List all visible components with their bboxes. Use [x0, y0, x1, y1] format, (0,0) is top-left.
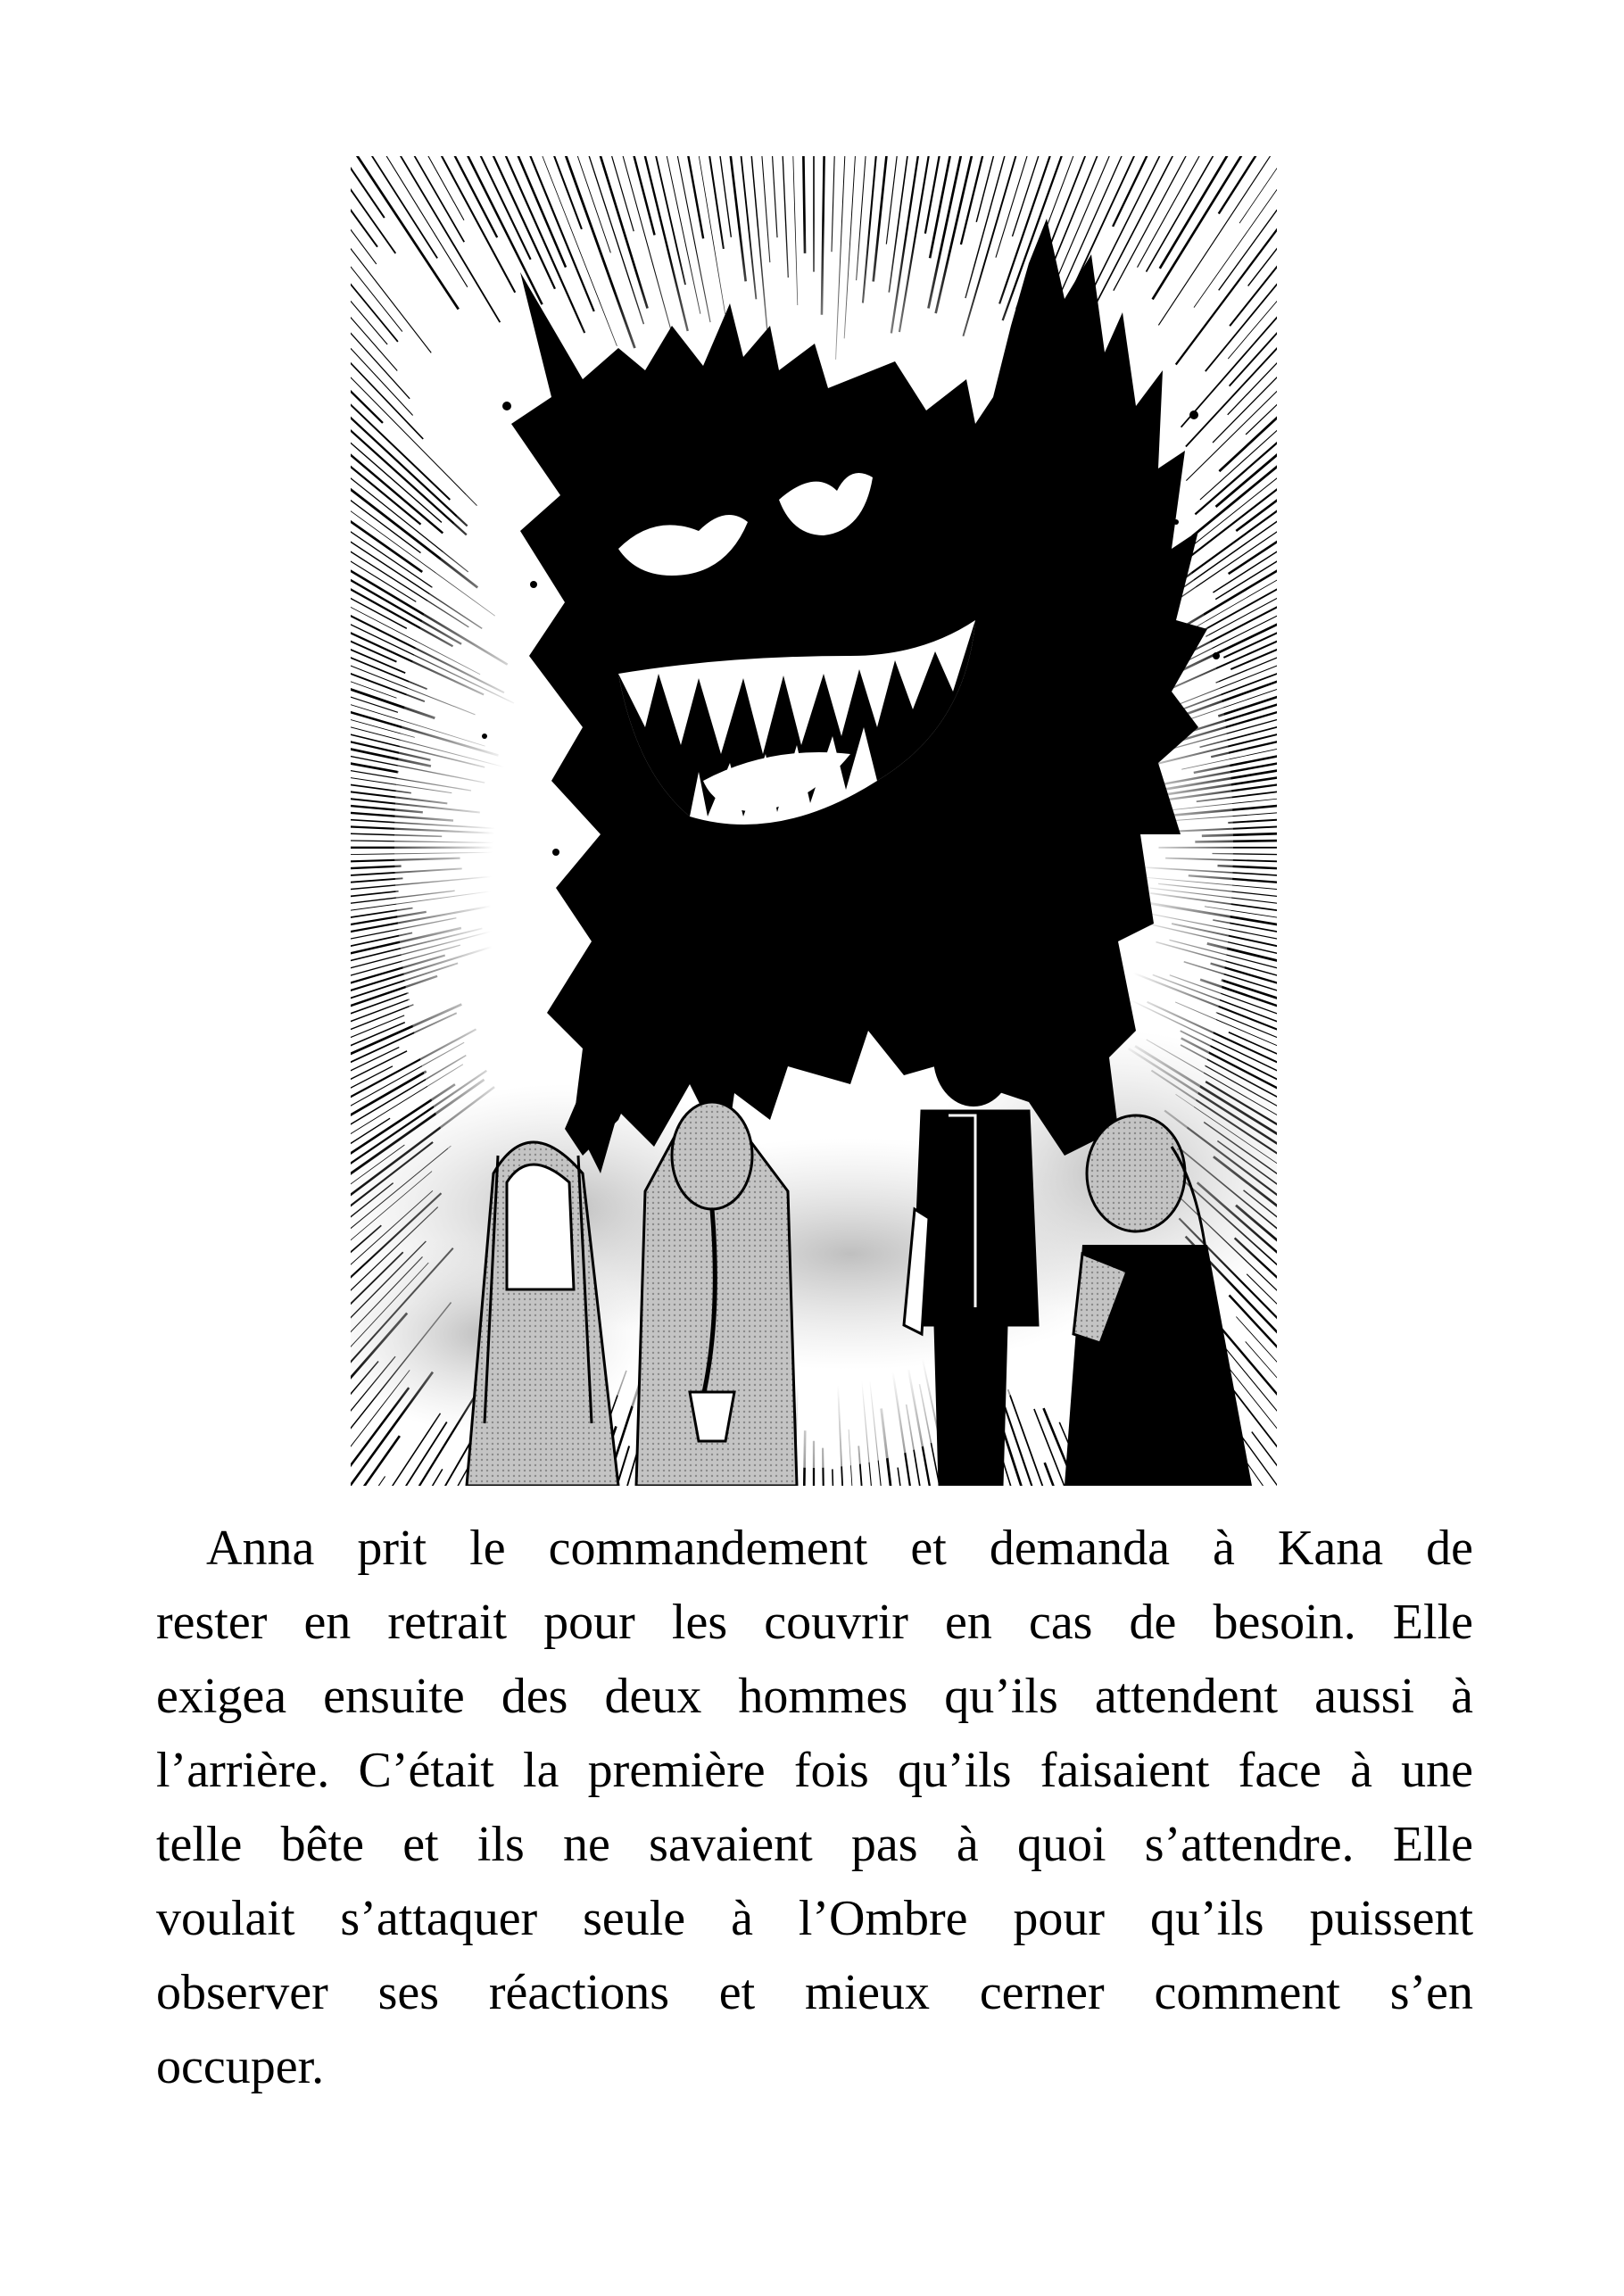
speed-line: [1215, 547, 1277, 600]
speed-line: [1239, 156, 1277, 223]
speed-line: [1213, 537, 1277, 593]
speed-line: [368, 1422, 446, 1486]
paragraph-line: voulait s’attaquer seule à l’Ombre pour qu’ils puissent: [156, 1891, 1473, 1946]
speed-line: [351, 891, 399, 899]
speed-line: [351, 1436, 400, 1486]
speed-line: [609, 156, 634, 231]
speed-line: [351, 383, 450, 500]
paragraph-line: rester en retrait pour les couvrir en cas de besoin. Elle: [156, 1595, 1473, 1650]
paragraph-line: observer ses réactions et mieux cerner comment s’en: [156, 1965, 1473, 2020]
speed-line: [1213, 354, 1277, 443]
speed-line: [1186, 369, 1277, 481]
illustration-art: [351, 156, 1277, 1486]
speed-line: [383, 156, 468, 287]
speed-line: [1089, 156, 1176, 318]
speed-line: [351, 274, 387, 344]
speed-line: [477, 156, 530, 260]
paragraph: [156, 1512, 1473, 2104]
speed-line: [1153, 156, 1246, 299]
speed-line: [527, 156, 593, 311]
speed-line: [1219, 156, 1260, 214]
speed-line: [351, 547, 416, 601]
paragraph-line: Anna prit le commandement et demanda à Kana de: [206, 1521, 1473, 1576]
speed-line: [351, 878, 402, 883]
speed-line: [833, 1469, 835, 1486]
speed-line: [930, 156, 951, 258]
paragraph-line: l’arrière. C’était la première fois qu’ils faisaient face à une: [156, 1743, 1473, 1798]
paragraph-line: occuper.: [156, 2039, 325, 2094]
speed-line: [1176, 199, 1277, 365]
speed-line: [1248, 219, 1277, 286]
speed-line: [633, 156, 655, 235]
speed-line: [1218, 690, 1277, 717]
paragraph-line: telle bête et ils ne savaient pas à quoi s’attendre. Elle: [156, 1817, 1473, 1872]
speed-line: [1181, 291, 1277, 427]
speed-line: [397, 1469, 443, 1486]
speed-line: [1228, 818, 1277, 823]
speed-line: [1219, 178, 1277, 291]
speed-line: [516, 156, 566, 267]
illustration-shadow-wolf: [351, 156, 1277, 1486]
speed-line: [351, 156, 385, 218]
speed-line: [961, 156, 984, 245]
speed-line: [719, 156, 731, 237]
speed-line: [351, 1048, 399, 1082]
speed-line: [353, 156, 459, 310]
speed-line: [1236, 483, 1277, 531]
speed-line: [1252, 1432, 1277, 1486]
speed-line: [1219, 396, 1277, 471]
speed-line: [351, 369, 383, 423]
speed-line: [351, 866, 402, 870]
paragraph-line: exigea ensuite des deux hommes qu’ils attendent aussi à: [156, 1669, 1473, 1724]
speed-line: [503, 156, 585, 333]
